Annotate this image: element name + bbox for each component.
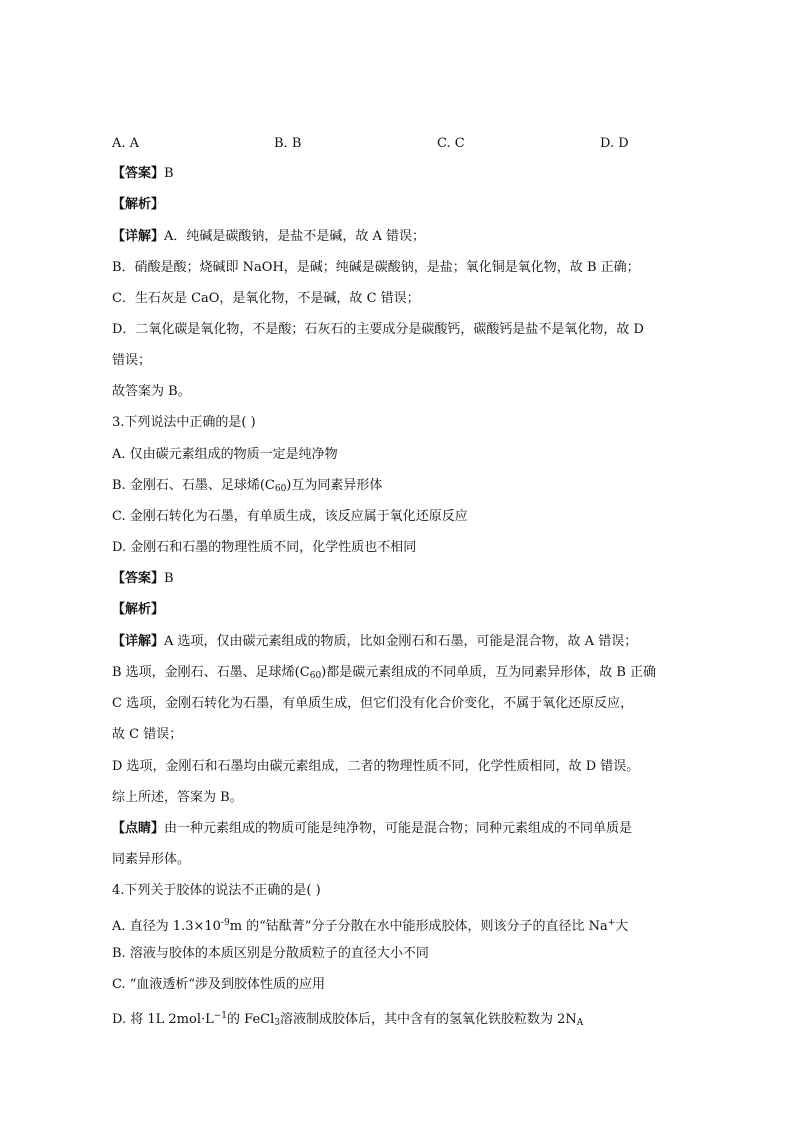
q4-option-a: A. 直径为 $1.3\times 10^{-9}m$ 的“钴酞菁”分子分散在水中能形成胶体，则该分子的直径比 Na+大 xyxy=(112,918,629,934)
prev-option-a: A. A xyxy=(112,136,140,151)
q3-option-b: B. 金刚石、石墨、足球烯$(C_{60})$互为同素异形体 xyxy=(112,478,383,494)
q3-detail-b: B 选项，金刚石、石墨、足球烯$(C_{60})$都是碳元素组成的不同单质，互为同素异形体，故 B 正确 xyxy=(112,665,657,681)
q2-detail-d-line1: D．二氧化碳是氧化物，不是酸；石灰石的主要成分是碳酸钙，碳酸钙是盐不是氧化物，故 D xyxy=(112,322,644,337)
q3-option-d: D. 金刚石和石墨的物理性质不同，化学性质也不相同 xyxy=(112,540,417,555)
q2-detail-c: C．生石灰是 CaO，是氧化物，不是碱，故 C 错误； xyxy=(112,291,420,306)
prev-option-c: C. C xyxy=(437,136,465,151)
q3-option-c: C. 金刚石转化为石墨，有单质生成，该反应属于氧化还原反应 xyxy=(112,509,468,524)
q2-conclusion: 故答案为 B。 xyxy=(112,384,191,399)
q2-detail-b: B．硝酸是酸；烧碱即 NaOH，是碱；纯碱是碳酸钠，是盐；氧化铜是氧化物，故 B 正确； xyxy=(112,260,640,275)
q3-detail-d: D 选项，金刚石和石墨均由碳元素组成，二者的物理性质不同，化学性质相同，故 D 错误。 xyxy=(112,759,640,774)
q3-detail-c-line1: C 选项，金刚石转化为石墨，有单质生成，但它们没有化合价变化，不属于氧化还原反应， xyxy=(112,696,634,711)
q3-note-line1: 【点睛】由一种元素组成的物质可能是纯净物，可能是混合物；同种元素组成的不同单质是 xyxy=(112,821,633,836)
q2-answer: 【答案】B xyxy=(112,166,174,181)
q3-analysis-heading: 【解析】 xyxy=(112,602,165,617)
q4-stem: 4.下列关于胶体的说法不正确的是( ) xyxy=(112,883,321,898)
q3-summary: 综上所述，答案为 B。 xyxy=(112,790,243,805)
prev-option-b: B. B xyxy=(274,136,302,151)
q3-option-a: A. 仅由碳元素组成的物质一定是纯净物 xyxy=(112,447,338,462)
q3-stem: 3.下列说法中正确的是( ) xyxy=(112,415,256,430)
q2-detail-a: 【详解】A．纯碱是碳酸钠，是盐不是碱，故 A 错误； xyxy=(112,229,426,244)
q3-note-line2: 同素异形体。 xyxy=(112,852,191,867)
q3-detail-c-line2: 故 C 错误； xyxy=(112,727,183,742)
q4-option-b: B. 溶液与胶体的本质区别是分散质粒子的直径大小不同 xyxy=(112,946,429,961)
q3-detail-a: 【详解】A 选项，仅由碳元素组成的物质，比如金刚石和石墨，可能是混合物，故 A 错误； xyxy=(112,634,638,649)
q2-analysis-heading: 【解析】 xyxy=(112,197,165,212)
q4-option-c: C. “血液透析“涉及到胶体性质的应用 xyxy=(112,977,326,992)
q3-answer: 【答案】B xyxy=(112,571,174,586)
q4-option-d: D. 将 1L $2mol\cdot L^{-1}$的 FeCl$_3$溶液制成胶体后，其中含有的氢氧化铁胶粒数为 $2N_A$ xyxy=(112,1011,584,1028)
prev-option-d: D. D xyxy=(600,136,629,151)
q2-detail-d-line2: 错误； xyxy=(112,353,152,368)
